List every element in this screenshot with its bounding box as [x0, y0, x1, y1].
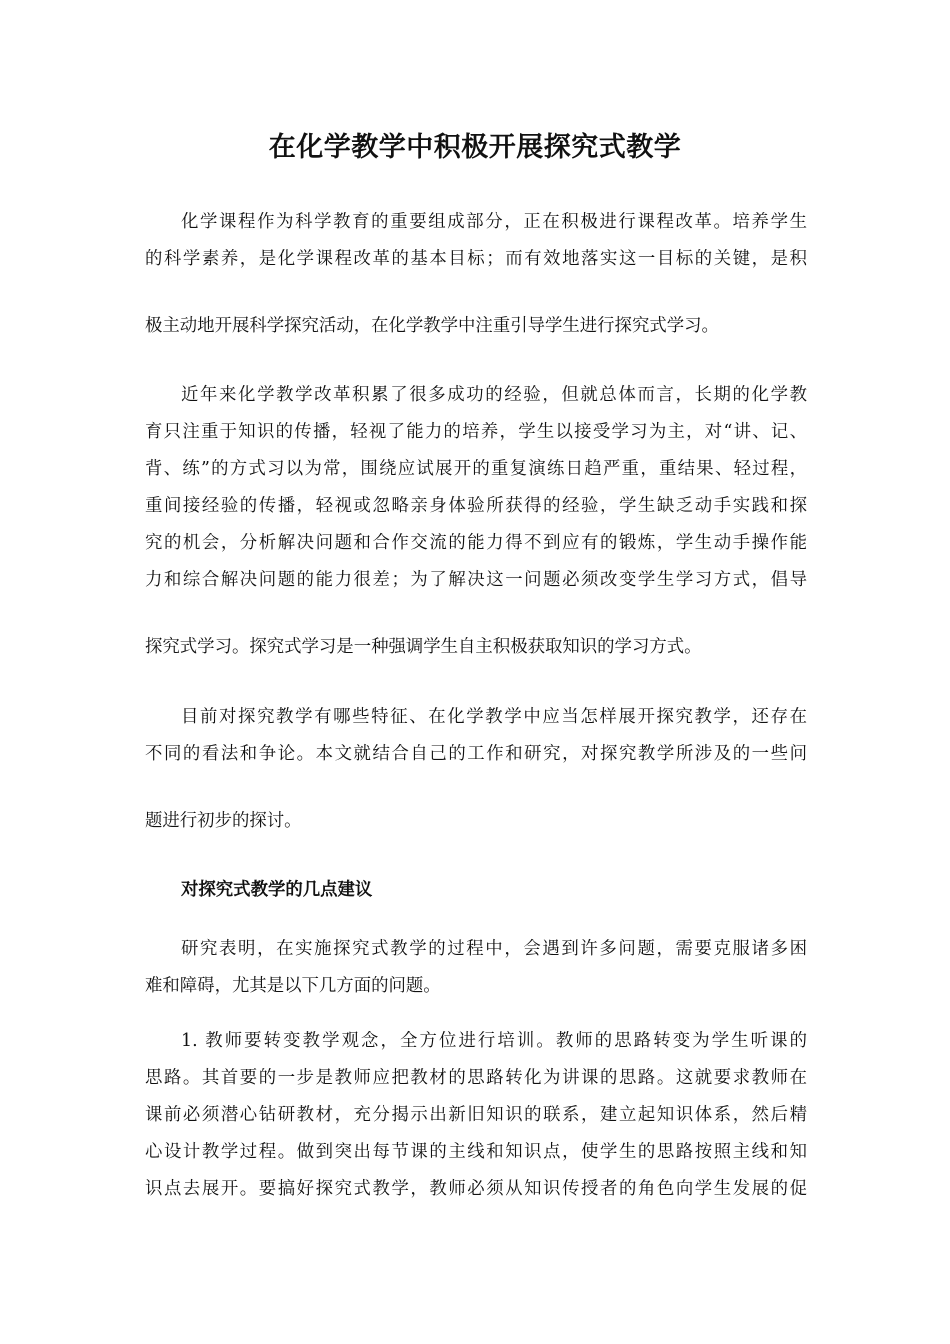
text-line: 题进行初步的探讨。: [145, 811, 302, 831]
paragraph-5: [145, 1023, 807, 1208]
text-line: 力和综合解决问题的能力很差；为了解决这一问题必须改变学生学习方式，倡导: [145, 570, 807, 590]
text-line: 不同的看法和争论。本文就结合自己的工作和研究，对探究教学所涉及的一些问: [145, 744, 807, 764]
text-line: 目前对探究教学有哪些特征、在化学教学中应当怎样展开探究教学，还存在: [181, 707, 807, 727]
text-line: 育只注重于知识的传播，轻视了能力的培养，学生以接受学习为主，对“讲、记、: [145, 422, 807, 442]
paragraph-3: [145, 699, 807, 840]
paragraph-4: [145, 931, 807, 1005]
text-line: 课前必须潜心钻研教材，充分揭示出新旧知识的联系，建立起知识体系，然后精: [145, 1105, 807, 1125]
text-line: 近年来化学教学改革积累了很多成功的经验，但就总体而言，长期的化学教: [181, 385, 807, 405]
text-line: 极主动地开展科学探究活动，在化学教学中注重引导学生进行探究式学习。: [145, 316, 719, 336]
paragraph-2: [145, 377, 807, 666]
text-line: 重间接经验的传播，轻视或忽略亲身体验所获得的经验，学生缺乏动手实践和探: [145, 496, 807, 516]
paragraph-1: [145, 204, 807, 345]
text-line: 化学课程作为科学教育的重要组成部分，正在积极进行课程改革。培养学生: [181, 212, 807, 232]
document-title: 在化学教学中积极开展探究式教学: [268, 132, 682, 163]
text-line: 的科学素养，是化学课程改革的基本目标；而有效地落实这一目标的关键，是积: [145, 249, 807, 269]
text-line: 究的机会，分析解决问题和合作交流的能力得不到应有的锻炼，学生动手操作能: [145, 533, 807, 553]
section-heading: 对探究式教学的几点建议: [181, 880, 373, 900]
text-line: 心设计教学过程。做到突出每节课的主线和知识点，使学生的思路按照主线和知: [145, 1142, 807, 1162]
text-line: 思路。其首要的一步是教师应把教材的思路转化为讲课的思路。这就要求教师在: [145, 1068, 807, 1088]
text-line: 探究式学习。探究式学习是一种强调学生自主积极获取知识的学习方式。: [145, 637, 702, 657]
text-line: 识点去展开。要搞好探究式教学，教师必须从知识传授者的角色向学生发展的促: [145, 1179, 807, 1199]
text-line: 1. 教师要转变教学观念，全方位进行培训。教师的思路转变为学生听课的: [181, 1031, 807, 1051]
text-line: 研究表明，在实施探究式教学的过程中，会遇到许多问题，需要克服诸多困: [181, 939, 807, 959]
text-line: 背、练”的方式习以为常，围绕应试展开的重复演练日趋严重，重结果、轻过程，: [145, 459, 807, 479]
text-line: 难和障碍，尤其是以下几方面的问题。: [145, 976, 441, 996]
